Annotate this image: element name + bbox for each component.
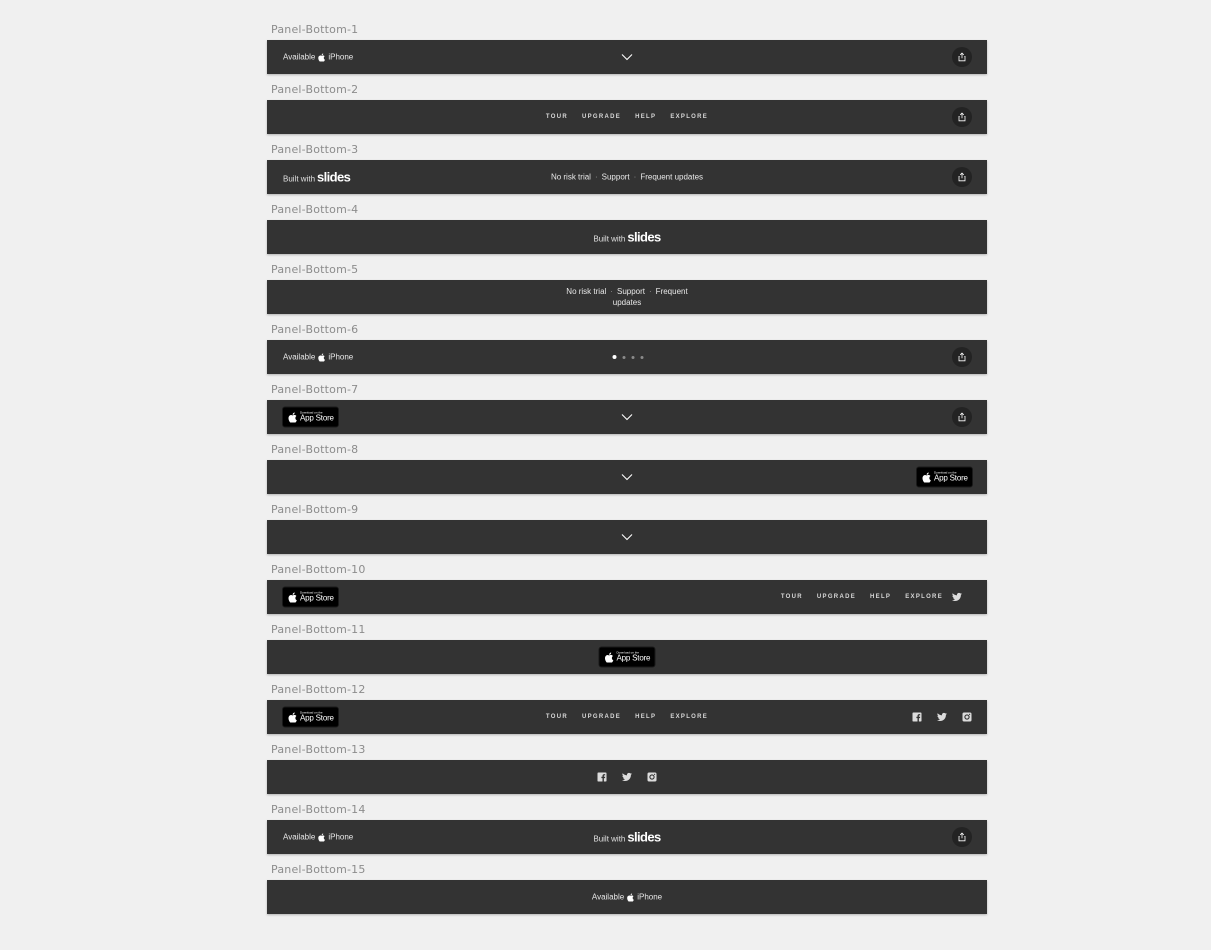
nav-explore[interactable]: EXPLORE: [670, 114, 709, 120]
share-button[interactable]: [952, 827, 972, 847]
bottom-panel: [267, 700, 987, 734]
device-text: iPhone: [637, 892, 663, 902]
slides-logo: slides: [317, 169, 351, 185]
share-icon: [957, 412, 967, 422]
features-text: [551, 173, 703, 182]
app-store-big-text: App Store: [934, 473, 968, 483]
features-line-1: [566, 286, 687, 297]
instagram-icon[interactable]: [647, 772, 657, 782]
nav-explore[interactable]: EXPLORE: [670, 714, 709, 720]
built-with-slides-link[interactable]: [593, 230, 660, 245]
panel-label: Panel-Bottom-8: [271, 443, 359, 456]
separator-dot: ·: [594, 172, 598, 182]
app-store-small-text: Download on the: [616, 650, 640, 655]
app-store-text: [300, 592, 334, 603]
feature-frequent: Frequent: [655, 287, 688, 296]
chevron-down-button[interactable]: [621, 473, 633, 481]
share-icon: [957, 112, 967, 122]
separator-dot: ·: [633, 172, 637, 182]
panel-label: Panel-Bottom-2: [271, 83, 359, 96]
app-store-badge[interactable]: [282, 587, 339, 608]
available-iphone-link[interactable]: [592, 893, 662, 902]
nav-help[interactable]: HELP: [870, 594, 892, 600]
page-dot[interactable]: [623, 356, 626, 359]
share-button[interactable]: [952, 347, 972, 367]
bottom-panel: [267, 100, 987, 134]
nav-upgrade[interactable]: UPGRADE: [582, 714, 622, 720]
app-store-text: [934, 472, 968, 483]
built-with-text: Built with: [593, 234, 626, 244]
available-text: Available: [283, 352, 316, 362]
available-iphone-link[interactable]: [283, 353, 353, 362]
nav-links: [539, 714, 715, 720]
apple-icon: [605, 652, 614, 662]
feature-support: Support: [616, 287, 646, 296]
apple-icon: [318, 53, 325, 61]
app-store-big-text: App Store: [616, 653, 651, 663]
device-text: iPhone: [328, 352, 354, 362]
available-iphone-link[interactable]: [283, 53, 353, 62]
share-button[interactable]: [952, 407, 972, 427]
twitter-icon: [952, 592, 962, 602]
slides-logo: slides: [627, 829, 661, 845]
bottom-panel: [267, 400, 987, 434]
bottom-panel: [267, 160, 987, 194]
apple-icon: [288, 592, 297, 602]
bottom-panel: [267, 520, 987, 554]
nav-links: [539, 114, 715, 120]
app-store-text: [617, 652, 651, 663]
chevron-down-button[interactable]: [621, 413, 633, 421]
app-store-text: [300, 712, 334, 723]
share-button[interactable]: [952, 167, 972, 187]
bottom-panel: [267, 280, 987, 314]
built-with-slides-link[interactable]: [593, 830, 660, 845]
panel-label: Panel-Bottom-15: [271, 863, 366, 876]
bottom-panel: [267, 220, 987, 254]
features-line-2: updates: [612, 298, 642, 307]
separator-dot: ·: [649, 287, 652, 296]
page-dot[interactable]: [632, 356, 635, 359]
available-text: Available: [591, 892, 625, 902]
nav-help[interactable]: HELP: [635, 114, 657, 120]
chevron-down-icon: [621, 473, 633, 481]
share-icon: [957, 172, 967, 182]
app-store-text: [300, 412, 334, 423]
feature-support: Support: [601, 172, 630, 182]
chevron-down-icon: [621, 533, 633, 541]
chevron-down-icon: [621, 53, 633, 61]
share-button[interactable]: [952, 107, 972, 127]
feature-trial: No risk trial: [550, 172, 591, 182]
chevron-down-icon: [621, 413, 633, 421]
chevron-down-button[interactable]: [621, 533, 633, 541]
available-text: Available: [283, 52, 316, 62]
apple-icon: [288, 412, 297, 422]
panel-label: Panel-Bottom-11: [271, 623, 366, 636]
twitter-icon[interactable]: [937, 712, 947, 722]
nav-help[interactable]: HELP: [635, 714, 657, 720]
app-store-big-text: App Store: [300, 713, 334, 723]
panel-label: Panel-Bottom-3: [271, 143, 359, 156]
panel-label: Panel-Bottom-1: [271, 23, 359, 36]
page-dot-active[interactable]: [613, 355, 617, 359]
chevron-down-button[interactable]: [621, 53, 633, 61]
apple-icon: [318, 833, 325, 841]
available-iphone-link[interactable]: [283, 833, 353, 842]
panel-label: Panel-Bottom-7: [271, 383, 359, 396]
feature-trial: No risk trial: [566, 287, 607, 296]
page-indicator: [613, 355, 644, 359]
social-links: [597, 772, 657, 782]
apple-icon: [922, 472, 931, 482]
nav-tour[interactable]: TOUR: [545, 114, 568, 120]
twitter-icon[interactable]: [622, 772, 632, 782]
apple-icon: [627, 893, 634, 901]
share-button[interactable]: [952, 47, 972, 67]
slides-logo: slides: [627, 229, 661, 245]
panel-label: Panel-Bottom-4: [271, 203, 359, 216]
app-store-big-text: App Store: [300, 593, 334, 603]
app-store-small-text: Download on the: [300, 710, 323, 715]
facebook-icon[interactable]: [597, 772, 607, 782]
apple-icon: [318, 353, 325, 361]
built-with-slides-link[interactable]: [283, 170, 350, 185]
social-links: [912, 712, 972, 722]
bottom-panel: [267, 760, 987, 794]
share-icon: [957, 352, 967, 362]
device-text: iPhone: [328, 832, 354, 842]
panel-label: Panel-Bottom-6: [271, 323, 359, 336]
bottom-panel: [267, 880, 987, 914]
bottom-panel: [267, 40, 987, 74]
app-store-badge[interactable]: [282, 407, 339, 428]
features-text: [566, 286, 687, 308]
facebook-icon[interactable]: [912, 712, 922, 722]
app-store-small-text: Download on the: [300, 590, 323, 595]
nav-upgrade[interactable]: UPGRADE: [816, 594, 857, 600]
feature-updates: Frequent updates: [640, 172, 704, 182]
panel-label: Panel-Bottom-12: [271, 683, 366, 696]
page-dot[interactable]: [641, 356, 644, 359]
apple-icon: [288, 712, 297, 722]
nav-explore[interactable]: EXPLORE: [905, 594, 943, 600]
twitter-link[interactable]: [952, 592, 962, 602]
instagram-icon[interactable]: [962, 712, 972, 722]
bottom-panel: [267, 820, 987, 854]
share-icon: [957, 832, 967, 842]
app-store-small-text: Download on the: [934, 470, 957, 475]
panel-label: Panel-Bottom-10: [271, 563, 366, 576]
nav-upgrade[interactable]: UPGRADE: [582, 114, 622, 120]
nav-tour[interactable]: TOUR: [545, 714, 568, 720]
share-icon: [957, 52, 967, 62]
panel-label: Panel-Bottom-5: [271, 263, 359, 276]
app-store-big-text: App Store: [300, 413, 334, 423]
bottom-panel: [267, 580, 987, 614]
nav-links: [774, 594, 950, 600]
app-store-badge[interactable]: [599, 647, 656, 668]
app-store-badge[interactable]: [916, 467, 973, 488]
separator-dot: ·: [610, 287, 613, 296]
app-store-badge[interactable]: [282, 707, 339, 728]
bottom-panel: [267, 340, 987, 374]
bottom-panel: [267, 640, 987, 674]
device-text: iPhone: [328, 52, 354, 62]
panel-label: Panel-Bottom-9: [271, 503, 359, 516]
nav-tour[interactable]: TOUR: [780, 594, 803, 600]
available-text: Available: [283, 832, 316, 842]
panel-label: Panel-Bottom-14: [271, 803, 366, 816]
app-store-small-text: Download on the: [300, 410, 323, 415]
panel-label: Panel-Bottom-13: [271, 743, 366, 756]
built-with-text: Built with: [283, 174, 316, 184]
bottom-panel: [267, 460, 987, 494]
built-with-text: Built with: [593, 834, 626, 844]
